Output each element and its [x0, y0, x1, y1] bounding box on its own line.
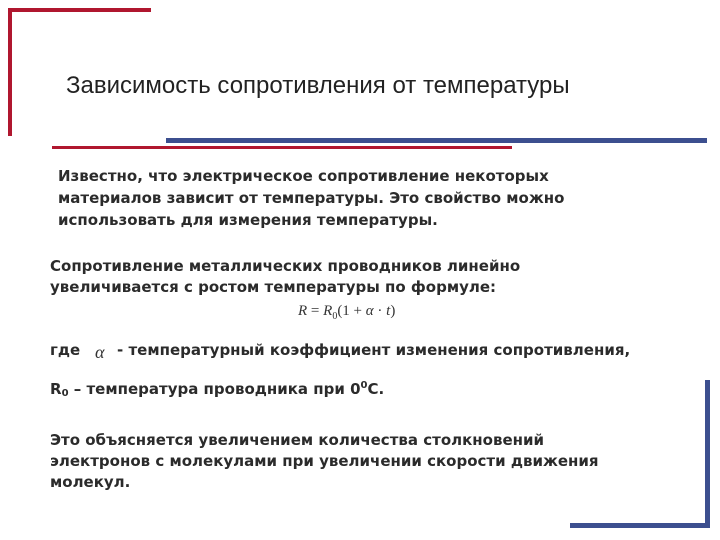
r0-unit: С.: [367, 380, 385, 398]
alpha-symbol: α: [95, 342, 105, 362]
metal-line: увеличивается с ростом температуры по формуле:: [50, 278, 497, 296]
r0-sub: 0: [61, 388, 69, 399]
decor-blue-title-underline: [166, 138, 707, 143]
where-label: где: [50, 341, 81, 359]
formula-paren-open: (1 +: [337, 303, 366, 319]
alpha-definition: - температурный коэффициент изменения сопротивления,: [117, 341, 631, 359]
r0-text: – температура проводника при 0: [68, 380, 361, 398]
decor-blue-bottom-line: [570, 523, 710, 528]
intro-line: Известно, что электрическое сопротивление некоторых: [58, 167, 549, 185]
formula-equals: =: [307, 303, 324, 319]
r0-definition: [50, 375, 384, 404]
r0-degree: 0: [360, 380, 368, 391]
formula-lhs: R: [298, 303, 308, 319]
explanation-paragraph: [50, 430, 599, 493]
formula-dot: ·: [373, 303, 387, 319]
r0-base: R: [50, 380, 62, 398]
metal-line: Сопротивление металлических проводников линейно: [50, 257, 521, 275]
formula-t: t: [386, 303, 391, 319]
slide-title: Зависимость сопротивления от температуры: [66, 72, 570, 99]
intro-line: использовать для измерения температуры.: [58, 211, 438, 229]
explanation-line: Это объясняется увеличением количества столкновений: [50, 431, 545, 449]
formula-r0: R: [323, 303, 333, 319]
intro-paragraph: [58, 165, 564, 231]
formula-r0-sub: 0: [332, 311, 338, 322]
decor-blue-right-line: [705, 380, 710, 528]
explanation-line: электронов с молекулами при увеличении скорости движения: [50, 452, 599, 470]
intro-line: материалов зависит от температуры. Это свойство можно: [58, 189, 565, 207]
metal-paragraph: [50, 256, 520, 298]
formula-paren-close: ): [390, 303, 396, 319]
decor-red-top-line: [8, 8, 151, 12]
decor-red-title-underline: [52, 146, 512, 149]
formula-alpha: α: [365, 303, 374, 319]
resistance-formula: [298, 303, 395, 322]
decor-red-left-line: [8, 8, 12, 136]
explanation-line: молекул.: [50, 473, 131, 491]
